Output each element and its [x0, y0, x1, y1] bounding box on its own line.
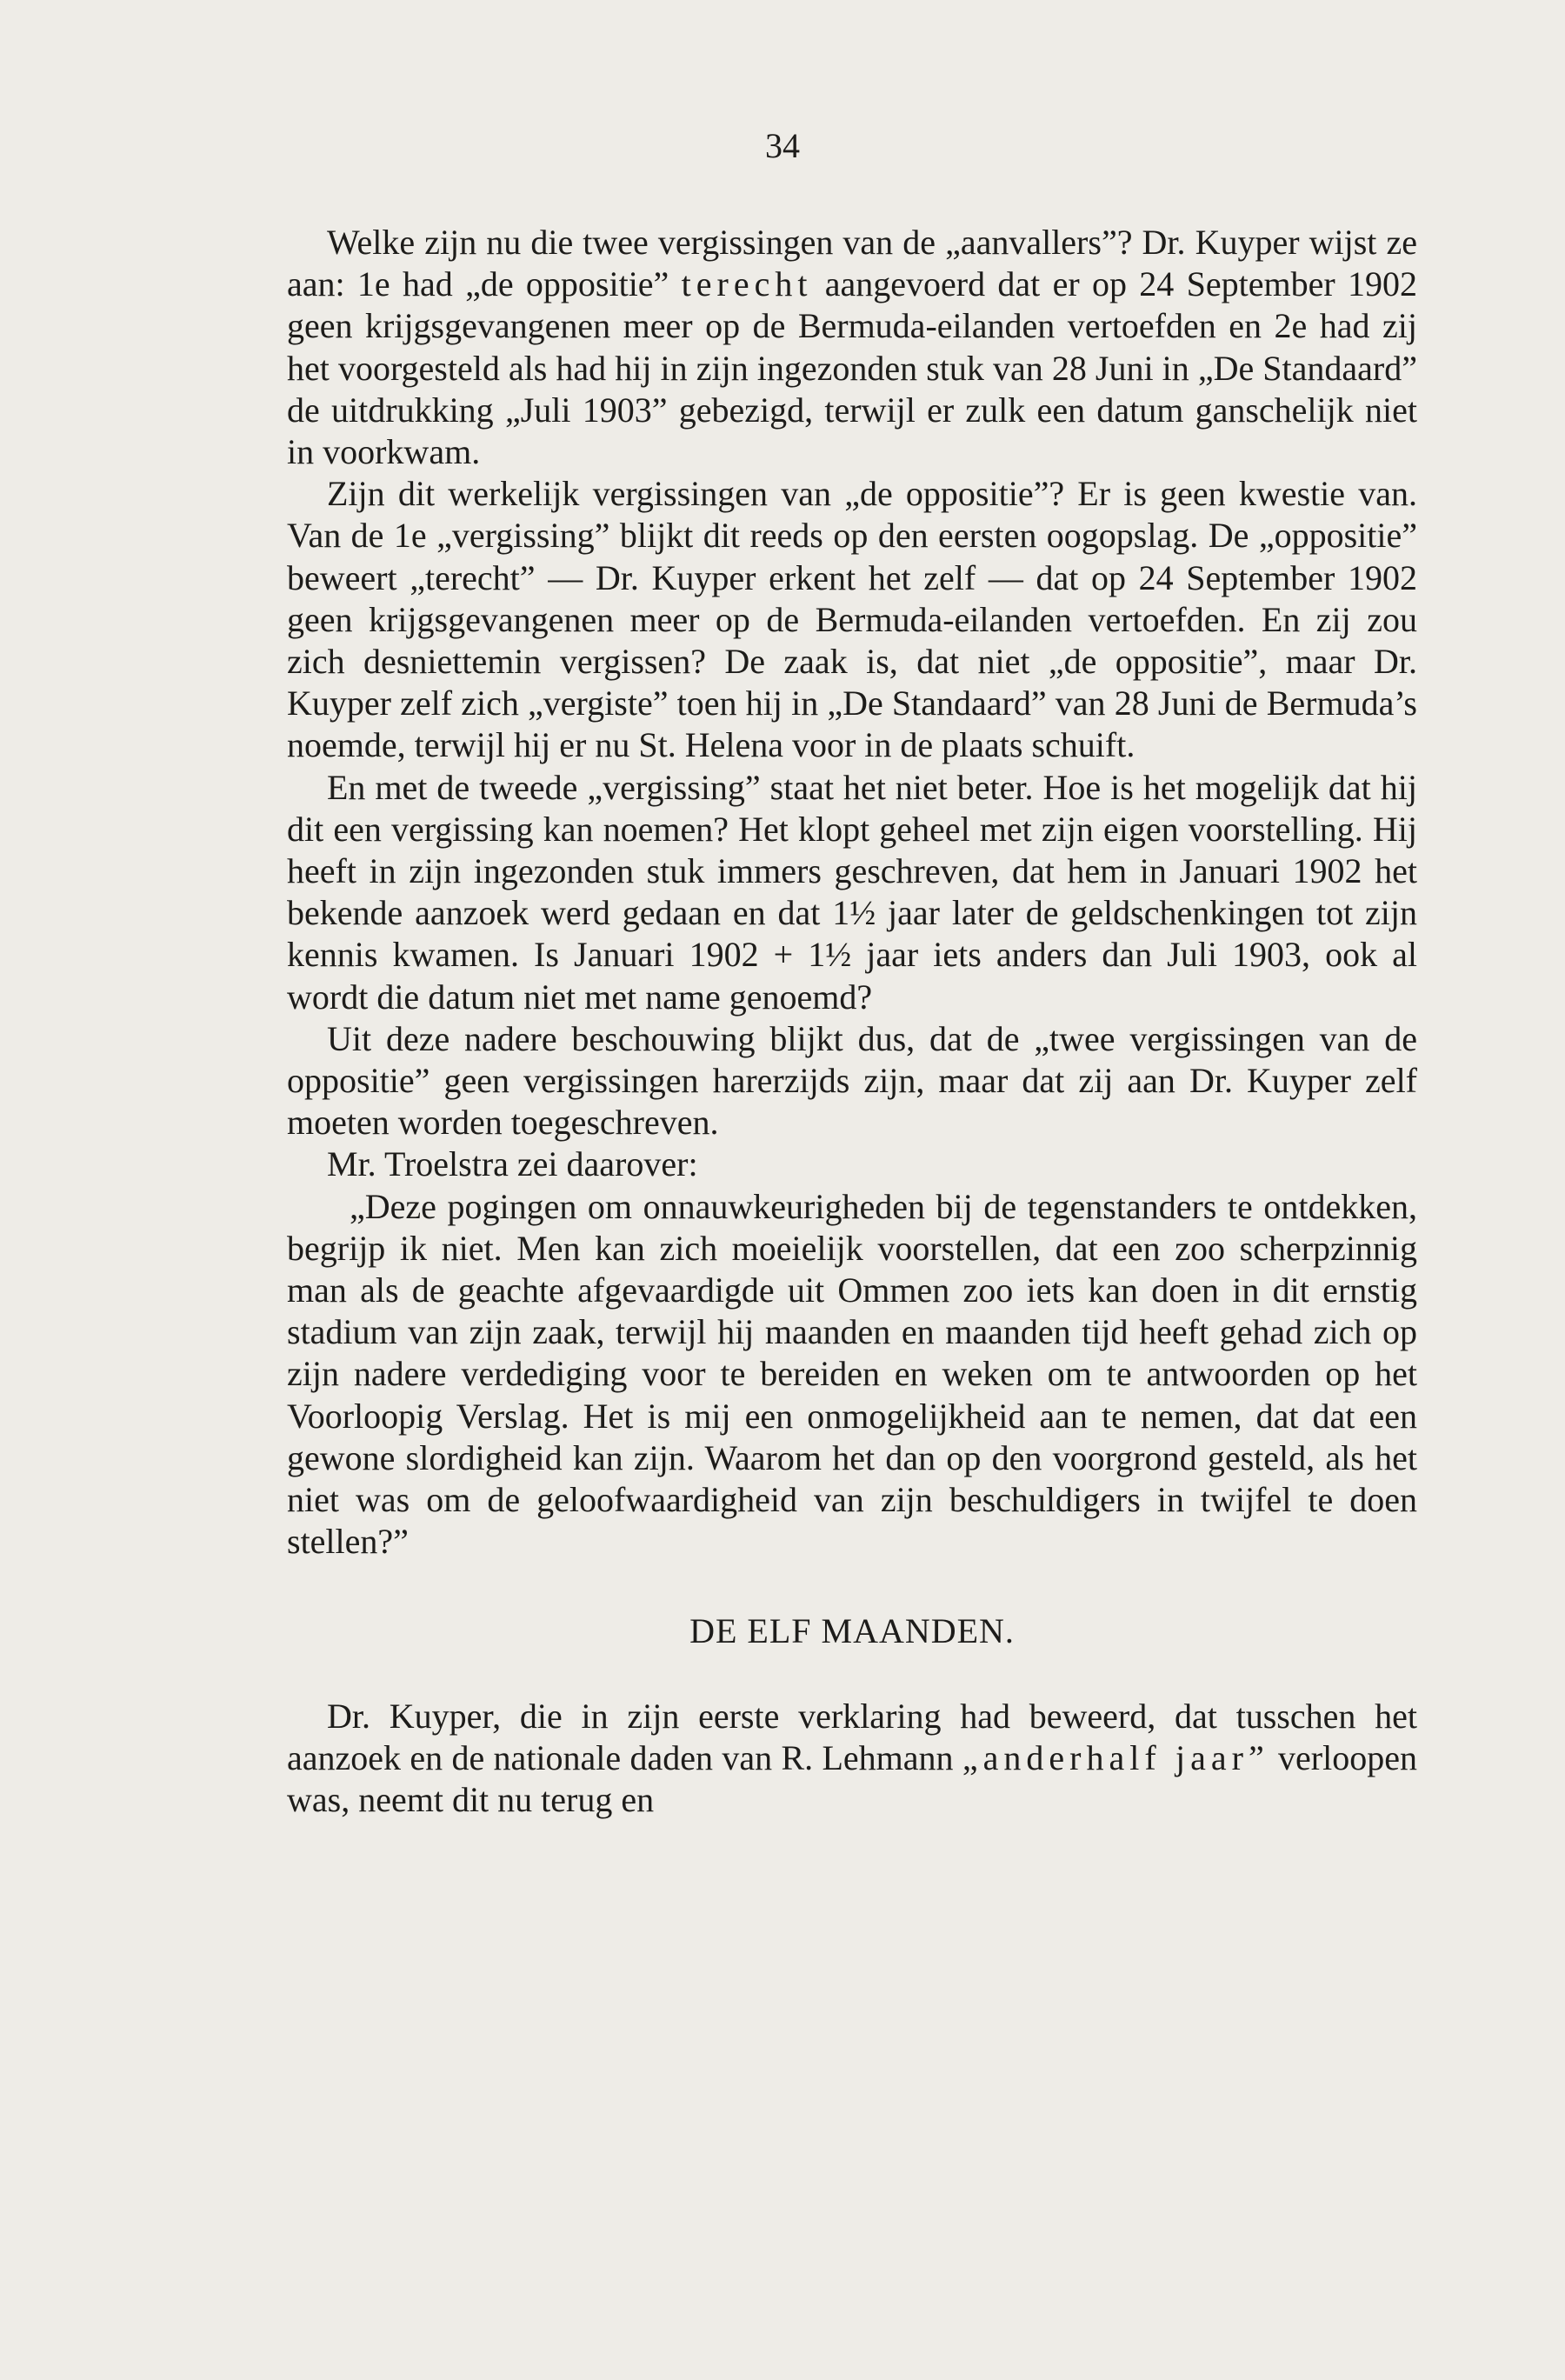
quotation-paragraph: „Deze pogingen om onnauwkeurigheden bij de tegenstanders te ontdekken, begrijp ik niet. Men kan zich moeielijk voorstellen, dat een zoo scherpzinnig man als de geachte afgevaardigde uit Ommen zoo iets kan doen in dit ernstig stadium van zijn zaak, terwijl hij maanden en maanden tijd heeft gehad zich op zijn nadere verdediging voor te bereiden en weken om te antwoorden op het Voorloopig Verslag. Het is mij een onmogelijkheid aan te nemen, dat dat een gewone slordigheid kan zijn. Waarom het dan op den voorgrond gesteld, als het niet was om de geloofwaardigheid van zijn beschuldigers in twijfel te doen stellen?”: [287, 1186, 1417, 1562]
paragraph-1-text-c: aangevoerd dat er op 24 September 1902 geen krijgsgevangenen meer op de Bermuda-eilanden vertoefden en 2e had zij het voorgesteld als had hij in zijn ingezonden stuk van 28 Juni in „De Standaard” de uitdrukking „Juli 1903” gebezigd, terwijl er zulk een datum ganschelijk niet in voorkwam.: [287, 264, 1417, 472]
paragraph-7-emphasis: „anderhalf jaar”: [962, 1737, 1269, 1777]
fraction-one-and-half-second: 1½: [808, 935, 852, 975]
page-number: 34: [765, 126, 800, 165]
fraction-one-and-half: 1½: [832, 893, 876, 933]
paragraph-4: Uit deze nadere beschouwing blijkt dus, dat de „twee vergissingen van de oppositie” geen vergissingen harerzijds zijn, maar dat zij aan Dr. Kuyper zelf moeten worden toegeschreven.: [287, 1018, 1417, 1143]
paragraph-1-text-a: Welke zijn nu die twee vergissingen van de „aanvallers”? Dr. Kuyper wijst ze aan: 1e had „de oppositie”: [287, 223, 1417, 304]
paragraph-7-text-a: Dr. Kuyper, die in zijn eerste verklaring had beweerd, dat tusschen het aanzoek en de nationale daden van R. Lehmann: [287, 1696, 1417, 1777]
paragraph-3: [287, 767, 1417, 1018]
paragraph-3-text-a: En met de tweede „vergissing” staat het niet beter. Hoe is het mogelijk dat hij dit een vergissing kan noemen? Het klopt geheel met zijn eigen voorstelling. Hij heeft in zijn ingezonden stuk immers geschreven, dat hem in Januari 1902 het bekende aanzoek werd gedaan en dat: [287, 767, 1417, 933]
paragraph-3-text-b: jaar later de geldschenkingen tot zijn kennis kwamen. Is Januari 1902 +: [287, 893, 1418, 975]
paragraph-3-text-c: jaar iets anders dan Juli 1903, ook al wordt die datum niet met name genoemd?: [287, 935, 1418, 1017]
paragraph-7-text-c: verloopen was, neemt dit nu terug en: [287, 1737, 1417, 1819]
paragraph-1: [287, 222, 1417, 473]
body-text: [287, 222, 1417, 1821]
paragraph-2: Zijn dit werkelijk vergissingen van „de oppositie”? Er is geen kwestie van. Van de 1e „vergissing” blijkt dit reeds op den eersten oogopslag. De „oppositie” beweert „terecht” — Dr. Kuyper erkent het zelf — dat op 24 September 1902 geen krijgsgevangenen meer op de Bermuda-eilanden vertoefden. En zij zou zich desniettemin vergissen? De zaak is, dat niet „de oppositie”, maar Dr. Kuyper zelf zich „vergiste” toen hij in „De Standaard” van 28 Juni de Bermuda’s noemde, terwijl hij er nu St. Helena voor in de plaats schuift.: [287, 474, 1417, 765]
paragraph-7: [287, 1696, 1417, 1822]
paragraph-1-emphasis: terecht: [681, 264, 813, 304]
section-heading: DE ELF MAANDEN.: [689, 1610, 1015, 1650]
paragraph-5: Mr. Troelstra zei daarover:: [327, 1144, 698, 1184]
